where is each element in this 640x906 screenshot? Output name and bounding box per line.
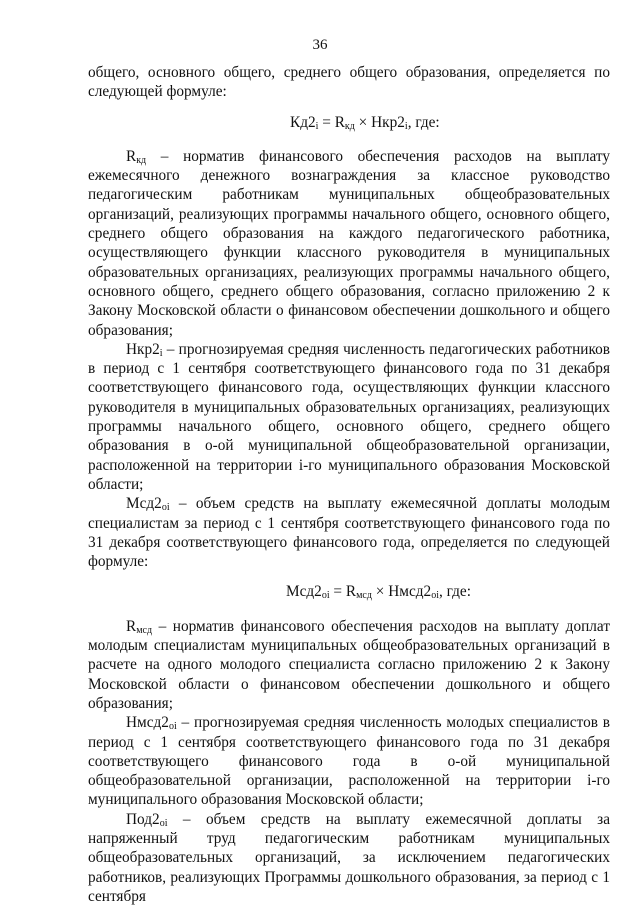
- subscript: кд: [344, 120, 355, 132]
- text-run: Мсд2: [126, 495, 162, 513]
- subscript: oi: [321, 590, 330, 602]
- paragraph: [88, 713, 610, 809]
- text-run: R: [126, 147, 137, 165]
- text-run: – норматив финансового обеспечения расходов на выплату ежемесячного денежного вознаграждения за классное руководство педагогическим работникам муниципальных общеобразовательных организаций, реализующих программы начального общего, основного общего, среднего общего образования на каждого педагогического работника, осуществляющего функции классного руководителя в муниципальных образовательных организациях, реализующих программы начального общего, основного общего, среднего общего образования, согласно приложению 2 к Закону Московской области о финансовом обеспечении дошкольного и общего образования;: [88, 147, 610, 339]
- document-body: [88, 63, 610, 906]
- text-run: , где:: [407, 113, 440, 131]
- paragraph: [88, 617, 610, 713]
- paragraph: [88, 494, 610, 571]
- subscript: i: [404, 120, 408, 132]
- text-run: – прогнозируемая средняя численность молодых специалистов в период с 1 сентября соответствующего финансового года по 31 декабря соответствующего финансового года в о-ой муниципальной общеобразовательной организации, расположенной на территории i-го муниципального образования Московской области;: [88, 714, 610, 809]
- subscript: oi: [168, 721, 177, 733]
- subscript: мсд: [356, 590, 372, 602]
- subscript: кд: [136, 154, 147, 166]
- subscript: мсд: [136, 624, 153, 636]
- subscript: i: [315, 120, 319, 132]
- text-run: R: [126, 617, 137, 635]
- formula: [88, 582, 610, 601]
- text-run: – объем средств на выплату ежемесячной доплаты за напряженный труд педагогическим работникам муниципальных общеобразовательных организаций, за исключением педагогических работников, реализующих Программы дошкольного образования, за период с 1 сентября: [88, 810, 610, 905]
- subscript: oi: [431, 590, 439, 602]
- text-run: Нкр2: [126, 340, 160, 358]
- subscript: oi: [159, 817, 168, 829]
- text-run: – прогнозируемая средняя численность педагогических работников в период с 1 сентября соответствующего финансового года по 31 декабря соответствующего финансового года, осуществляющих функции классного руководителя в муниципальных образовательных организациях, реализующих программы начального общего, основного общего, среднего общего образования в о-ой муниципальной общеобразовательной организации, расположенной на территории i-го муниципального образования Московской области;: [88, 340, 610, 493]
- formula: [88, 113, 610, 132]
- text-run: = R: [329, 583, 357, 601]
- text-run: = R: [318, 113, 345, 131]
- paragraph: [88, 63, 610, 102]
- paragraph: [88, 810, 610, 906]
- subscript: oi: [161, 502, 170, 514]
- text-run: , где:: [438, 583, 471, 601]
- text-run: – норматив финансового обеспечения расходов на выплату доплат молодым специалистам муниципальных общеобразовательных организаций в расчете на одного молодого специалиста согласно приложению 2 к Закону Московской области о финансовом обеспечении дошкольного и общего образования;: [88, 617, 610, 712]
- text-run: × Нмсд2: [371, 583, 432, 601]
- paragraph: [88, 340, 610, 494]
- text-run: – объем средств на выплату ежемесячной доплаты молодым специалистам за период с 1 сентября соответствующего финансового года по 31 декабря соответствующего финансового года, определяется по следующей формуле:: [88, 495, 610, 571]
- text-run: Кд2: [290, 113, 316, 131]
- text-run: Нмсд2: [126, 714, 169, 732]
- subscript: i: [159, 347, 163, 359]
- text-run: Под2: [126, 810, 160, 828]
- text-run: общего, основного общего, среднего общего образования, определяется по следующей формуле:: [88, 64, 610, 101]
- text-run: Мсд2: [286, 583, 322, 601]
- text-run: × Нкр2: [354, 113, 405, 131]
- page-number: 36: [312, 37, 328, 53]
- paragraph: [88, 147, 610, 340]
